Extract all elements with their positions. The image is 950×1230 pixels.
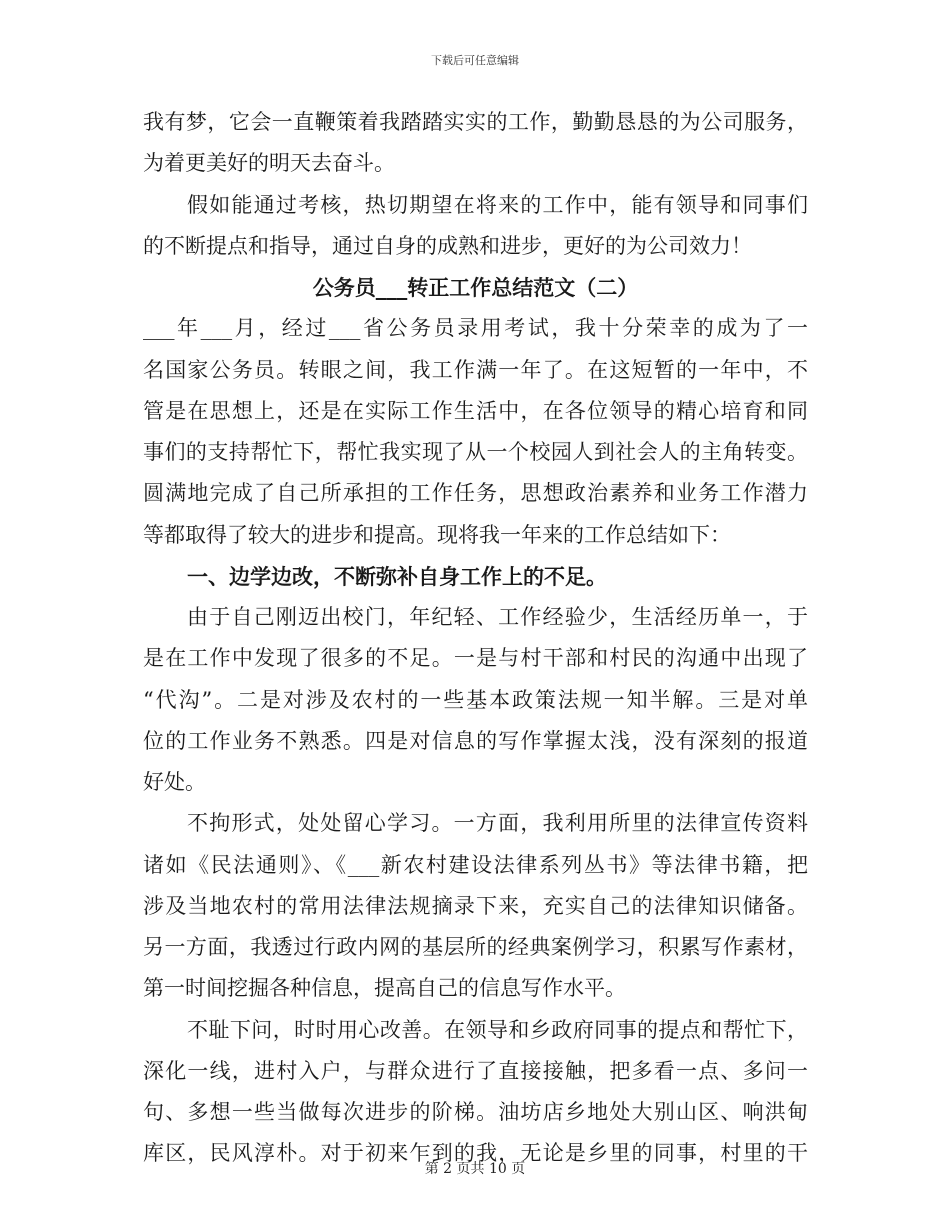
page-footer: 第 2 页共 10 页: [424, 1161, 526, 1177]
text-line: 事们的支持帮忙下，帮忙我实现了从一个校园人到社会人的主角转变。: [143, 440, 808, 464]
text-line: 名国家公务员。转眼之间，我工作满一年了。在这短暂的一年中，不: [143, 357, 808, 382]
text-line: 另一方面，我透过行政内网的基层所的经典案例学习，积累写作素材，: [143, 935, 808, 959]
text-line: 好处。: [143, 770, 206, 794]
text-line: 由于自己刚迈出校门，年纪轻、工作经验少，生活经历单一，于: [187, 605, 808, 629]
text-line: 涉及当地农村的常用法律法规摘录下来，充实自己的法律知识储备。: [143, 893, 808, 918]
text-line: 不拘形式，处处留心学习。一方面，我利用所里的法律宣传资料: [187, 811, 808, 836]
text-line: 我有梦，它会一直鞭策着我踏踏实实的工作，勤勤恳恳的为公司服务，: [143, 110, 808, 134]
section-title: 公务员___转正工作总结范文（二）: [312, 275, 639, 300]
text-line: 句、多想一些当做每次进步的阶梯。油坊店乡地处大别山区、响洪甸: [143, 1100, 808, 1124]
text-line: 不耻下问，时时用心改善。在领导和乡政府同事的提点和帮忙下，: [187, 1017, 808, 1042]
section-heading: 一、边学边改，不断弥补自身工作上的不足。: [187, 563, 607, 589]
text-line: 管是在思想上，还是在实际工作生活中，在各位领导的精心培育和同: [143, 398, 808, 423]
text-line: 库区，民风淳朴。对于初来乍到的我，无论是乡里的同事，村里的干: [143, 1141, 808, 1166]
page-header: 下载后可任意编辑: [431, 54, 519, 67]
text-line: 假如能通过考核，热切期望在将来的工作中，能有领导和同事们: [187, 192, 808, 217]
text-line: 的不断提点和指导，通过自身的成熟和进步，更好的为公司效力！: [143, 233, 752, 258]
text-line: “代沟”。二是对涉及农村的一些基本政策法规一知半解。三是对单: [143, 687, 808, 712]
document-body: [143, 102, 808, 1175]
text-line: 位的工作业务不熟悉。四是对信息的写作掌握太浅，没有深刻的报道: [143, 728, 808, 753]
text-line: 圆满地完成了自己所承担的工作任务，思想政治素养和业务工作潜力: [143, 481, 808, 506]
text-line: 诸如《民法通则》、《___新农村建设法律系列丛书》等法律书籍，把: [143, 852, 808, 877]
text-line: ___年___月，经过___省公务员录用考试，我十分荣幸的成为了一: [143, 316, 808, 341]
text-line: 第一时间挖掘各种信息，提高自己的信息写作水平。: [143, 976, 626, 1001]
text-line: 等都取得了较大的进步和提高。现将我一年来的工作总结如下：: [143, 522, 731, 547]
text-line: 为着更美好的明天去奋斗。: [143, 151, 395, 176]
text-line: 是在工作中发现了很多的不足。一是与村干部和村民的沟通中出现了: [143, 646, 808, 671]
text-line: 深化一线，进村入户，与群众进行了直接接触，把多看一点、多问一: [143, 1058, 808, 1083]
